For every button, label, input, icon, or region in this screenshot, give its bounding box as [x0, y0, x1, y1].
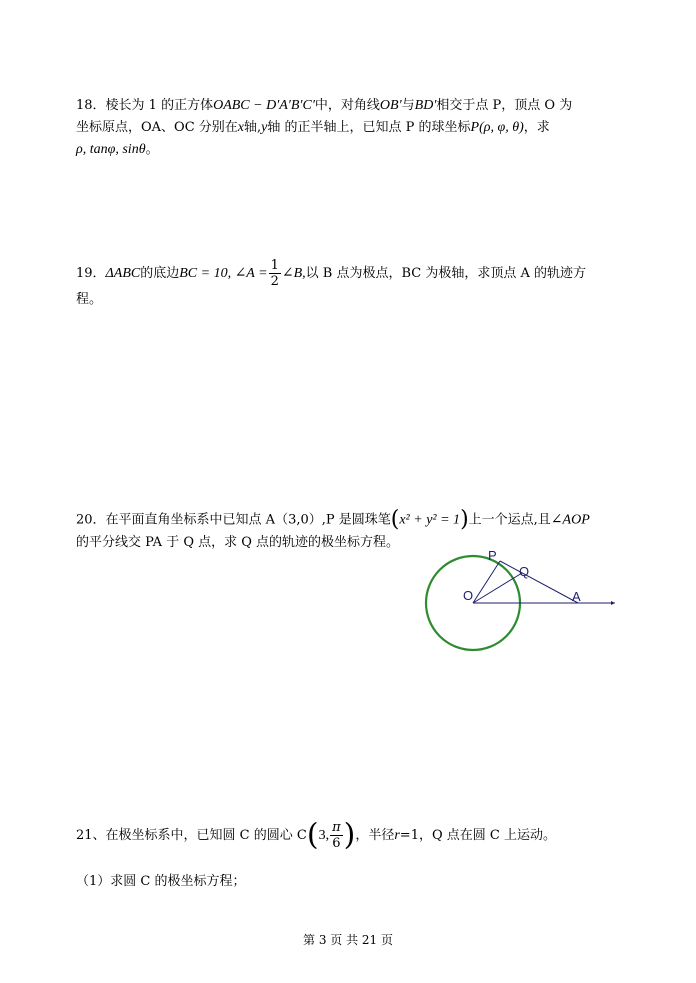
label-A: A: [572, 589, 581, 604]
q18-line3: ρ, tanφ, sinθ。: [76, 142, 159, 157]
q21-line2: （1）求圆 C 的极坐标方程；: [76, 874, 246, 889]
segment-OP: [473, 561, 500, 603]
segment-OQ-bisector: [473, 573, 522, 603]
q20-line1: 20．在平面直角坐标系中已知点 A（3,0）,P 是圆珠笔(x² + y² = 1)上一个运点,且∠AOP: [76, 507, 590, 532]
q20-circle-equation: x² + y² = 1: [399, 512, 461, 528]
q18-spherical-coord: P(ρ, φ, θ): [470, 120, 524, 135]
q20-line2: 的平分线交 PA 于 Q 点，求 Q 点的轨迹的极坐标方程。: [76, 535, 400, 550]
segment-PA: [500, 561, 578, 603]
q21-fraction: $\frac{\pi}{6}$: [332, 820, 341, 851]
q21-line1: 21、在极坐标系中，已知圆 C 的圆心 C(3, $\frac{\pi}{6}$ )，半径r=1，Q 点在圆 C 上运动。: [76, 817, 556, 853]
label-O: O: [463, 588, 474, 603]
q18-cube-label: OABC − D′A′B′C′: [213, 98, 315, 113]
q18-line2: 坐标原点，OA、OC 分别在x轴,y轴 的正半轴上，已知点 P 的球坐标P(ρ, φ, θ)，求: [76, 120, 550, 135]
q19-fraction: $\frac{1}{2}$: [270, 258, 279, 289]
q18-line1: 18．棱长为 1 的正方体OABC − D′A′B′C′中，对角线OB′与BD′相交于点 P，顶点 O 为: [76, 98, 573, 113]
page-footer: 第 3 页 共 21 页: [303, 933, 393, 947]
q19-line1: 19．ΔABC的底边BC = 10, ∠A = $\frac{1}{2}$ ∠B,以 B 点为极点，BC 为极轴，求顶点 A 的轨迹方: [76, 258, 586, 289]
label-P: P: [488, 548, 497, 563]
axis-arrow-icon: [611, 601, 615, 605]
label-Q: Q: [519, 564, 530, 579]
q19-line2: 程。: [76, 292, 103, 307]
